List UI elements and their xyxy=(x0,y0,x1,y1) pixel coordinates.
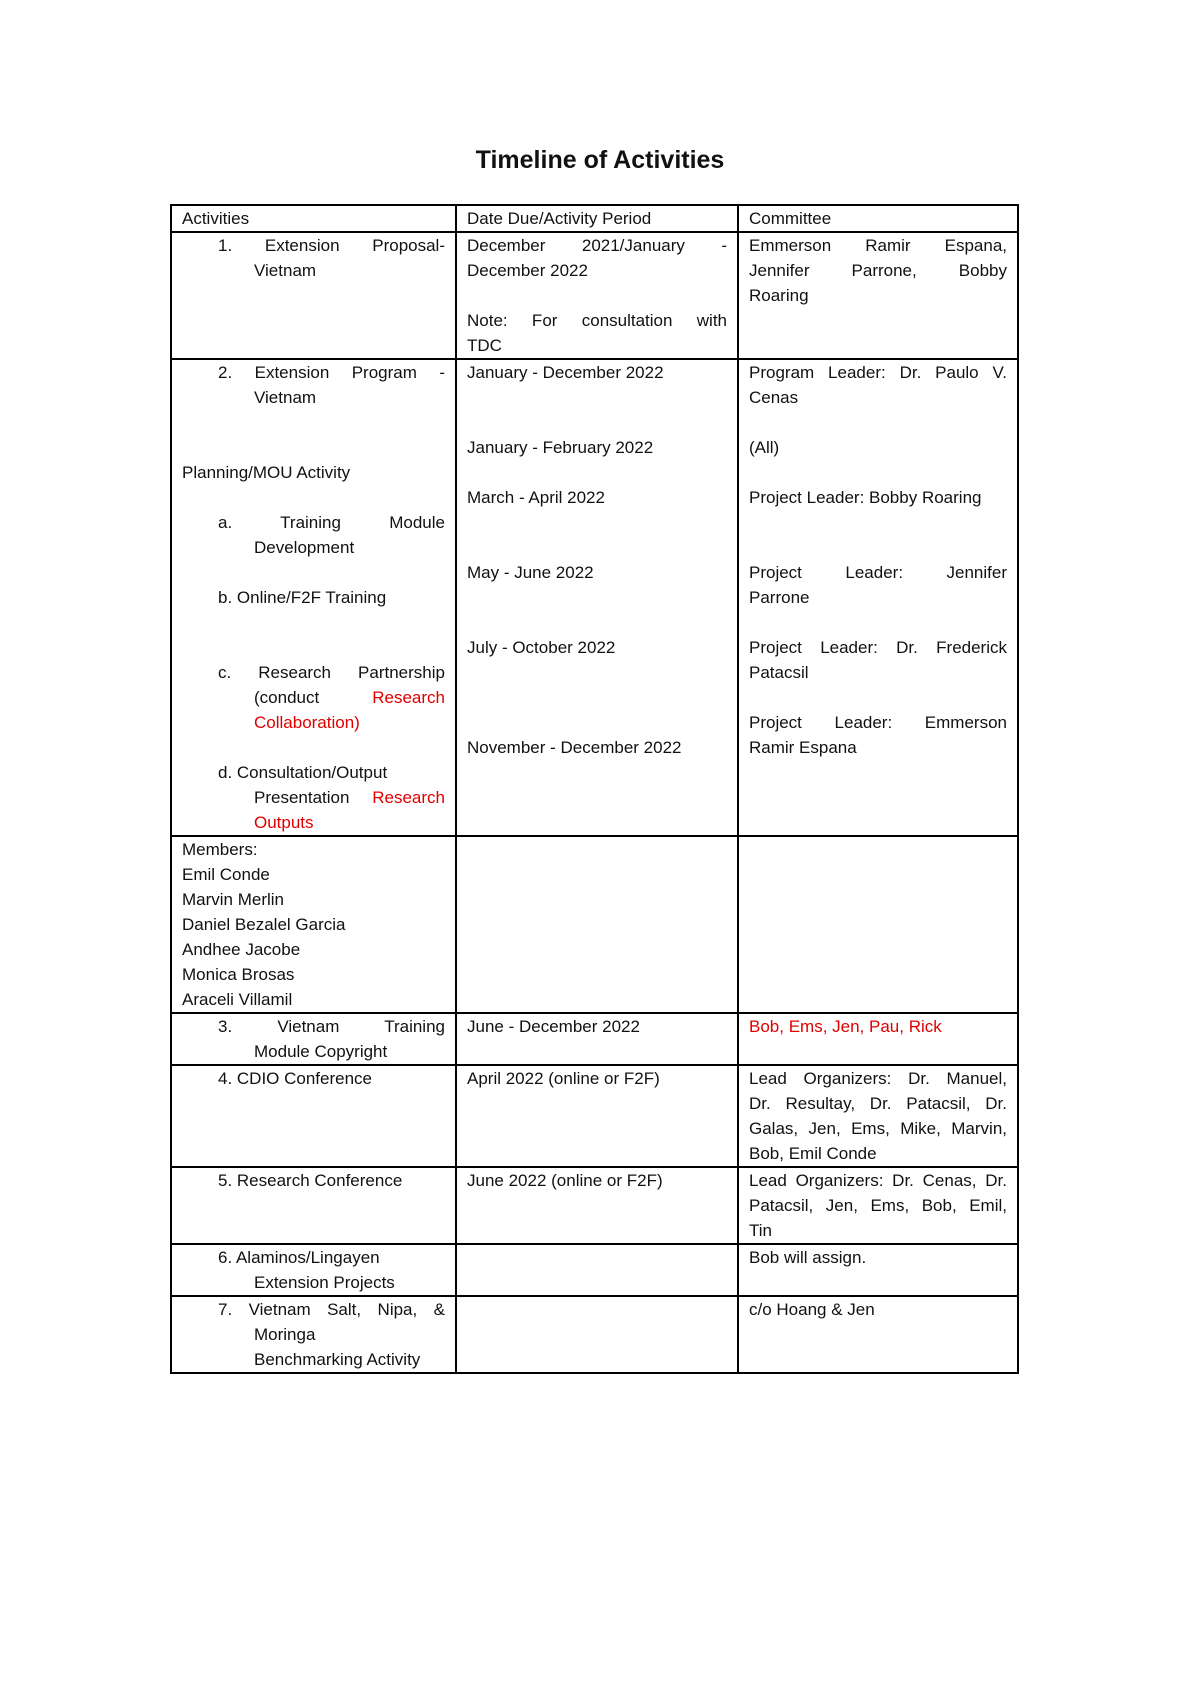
activity-text: d. Consultation/Output xyxy=(218,763,388,782)
date-cell: June 2022 (online or F2F) xyxy=(456,1167,738,1244)
date-cell xyxy=(456,1296,738,1373)
activity-cell xyxy=(171,1296,456,1373)
member-name: Daniel Bezalel Garcia xyxy=(182,915,346,934)
activity-text: Vietnam xyxy=(254,261,317,280)
page-title: Timeline of Activities xyxy=(475,146,725,174)
date-text: December 2022 xyxy=(467,261,588,280)
date-text: July - October 2022 xyxy=(467,638,616,657)
activity-text: Presentation xyxy=(254,788,350,807)
committee-cell xyxy=(738,232,1018,359)
table-row xyxy=(171,232,1018,359)
committee-text: Project Leader: Bobby Roaring xyxy=(749,488,982,507)
committee-text: Bob, Emil Conde xyxy=(749,1144,877,1163)
activity-text: 3. Vietnam Training xyxy=(218,1017,445,1036)
activity-text: 2. Extension Program - xyxy=(218,363,445,382)
activity-text: b. Online/F2F Training xyxy=(218,588,387,607)
activity-text: Extension Projects xyxy=(254,1273,395,1292)
committee-text: Jennifer Parrone, Bobby xyxy=(749,261,1007,280)
activity-cell xyxy=(171,1013,456,1065)
activity-text: 7. Vietnam Salt, Nipa, & xyxy=(218,1300,445,1319)
highlight-text: Research xyxy=(372,688,445,707)
activity-cell xyxy=(171,1167,456,1244)
committee-text: Tin xyxy=(749,1221,772,1240)
members-cell xyxy=(171,836,456,1013)
committee-text: Program Leader: Dr. Paulo V. xyxy=(749,363,1007,382)
committee-text: Ramir Espana xyxy=(749,738,857,757)
note-text: TDC xyxy=(467,336,502,355)
activity-text: a. Training Module xyxy=(218,513,445,532)
activity-text: 1. Extension xyxy=(218,236,340,255)
committee-text: (All) xyxy=(749,438,780,457)
date-text: January - February 2022 xyxy=(467,438,654,457)
date-cell xyxy=(456,836,738,1013)
activity-cell xyxy=(171,1065,456,1167)
table-row xyxy=(171,1065,1018,1167)
activity-cell xyxy=(171,1244,456,1296)
date-text: November - December 2022 xyxy=(467,738,682,757)
activity-cell xyxy=(171,359,456,836)
committee-text: Lead Organizers: Dr. Cenas, Dr. xyxy=(749,1171,1007,1190)
header-activities: Activities xyxy=(171,205,456,232)
committee-cell xyxy=(738,1065,1018,1167)
member-name: Marvin Merlin xyxy=(182,890,285,909)
highlight-text: Research xyxy=(372,788,445,807)
table-row xyxy=(171,836,1018,1013)
member-name: Andhee Jacobe xyxy=(182,940,301,959)
committee-text: Emmerson Ramir Espana, xyxy=(749,236,1007,255)
date-cell xyxy=(456,359,738,836)
table-row xyxy=(171,1296,1018,1373)
committee-text: Project Leader: Dr. Frederick xyxy=(749,638,1007,657)
date-text: January - December 2022 xyxy=(467,363,664,382)
table-row xyxy=(171,1167,1018,1244)
date-text: December 2021/January - xyxy=(467,236,727,255)
committee-text: Cenas xyxy=(749,388,799,407)
activity-text: (conduct xyxy=(254,688,320,707)
date-text: May - June 2022 xyxy=(467,563,594,582)
member-name: Araceli Villamil xyxy=(182,990,293,1009)
table-row xyxy=(171,1244,1018,1296)
table-row xyxy=(171,359,1018,836)
activity-text: Vietnam xyxy=(254,388,317,407)
timeline-table xyxy=(170,204,1019,1374)
committee-cell: Bob, Ems, Jen, Pau, Rick xyxy=(738,1013,1018,1065)
highlight-text: Collaboration) xyxy=(254,713,360,732)
committee-text: Project Leader: Emmerson xyxy=(749,713,1007,732)
date-text: March - April 2022 xyxy=(467,488,605,507)
committee-text: Patacsil, Jen, Ems, Bob, Emil, xyxy=(749,1196,1007,1215)
committee-text: Dr. Resultay, Dr. Patacsil, Dr. xyxy=(749,1094,1007,1113)
date-cell xyxy=(456,1244,738,1296)
activity-text: c. Research Partnership xyxy=(218,663,445,682)
activity-text: Development xyxy=(254,538,355,557)
activity-text: Module Copyright xyxy=(254,1042,388,1061)
table-row xyxy=(171,1013,1018,1065)
committee-cell xyxy=(738,359,1018,836)
activity-text: 6. Alaminos/Lingayen xyxy=(218,1248,380,1267)
committee-text: Lead Organizers: Dr. Manuel, xyxy=(749,1069,1007,1088)
highlight-text: Outputs xyxy=(254,813,314,832)
activity-text: Planning/MOU Activity xyxy=(182,463,351,482)
activity-text: 5. Research Conference xyxy=(218,1171,403,1190)
committee-cell xyxy=(738,1167,1018,1244)
activity-text: 4. CDIO Conference xyxy=(218,1069,373,1088)
header-date: Date Due/Activity Period xyxy=(456,205,738,232)
committee-text: Roaring xyxy=(749,286,809,305)
committee-cell: Bob will assign. xyxy=(738,1244,1018,1296)
committee-text: Project Leader: Jennifer xyxy=(749,563,1007,582)
table-header-row xyxy=(171,205,1018,232)
committee-text: Patacsil xyxy=(749,663,809,682)
committee-text: Parrone xyxy=(749,588,810,607)
note-text: Note: For consultation with xyxy=(467,311,727,330)
committee-text: Galas, Jen, Ems, Mike, Marvin, xyxy=(749,1119,1007,1138)
member-name: Monica Brosas xyxy=(182,965,295,984)
date-cell xyxy=(456,232,738,359)
activity-cell xyxy=(171,232,456,359)
committee-cell: c/o Hoang & Jen xyxy=(738,1296,1018,1373)
members-label: Members: xyxy=(182,840,258,859)
activity-text: Benchmarking Activity xyxy=(254,1350,421,1369)
date-cell: June - December 2022 xyxy=(456,1013,738,1065)
header-committee: Committee xyxy=(738,205,1018,232)
activity-text: Moringa xyxy=(254,1325,316,1344)
member-name: Emil Conde xyxy=(182,865,270,884)
committee-cell xyxy=(738,836,1018,1013)
date-cell: April 2022 (online or F2F) xyxy=(456,1065,738,1167)
activity-text: Proposal- xyxy=(372,236,445,255)
